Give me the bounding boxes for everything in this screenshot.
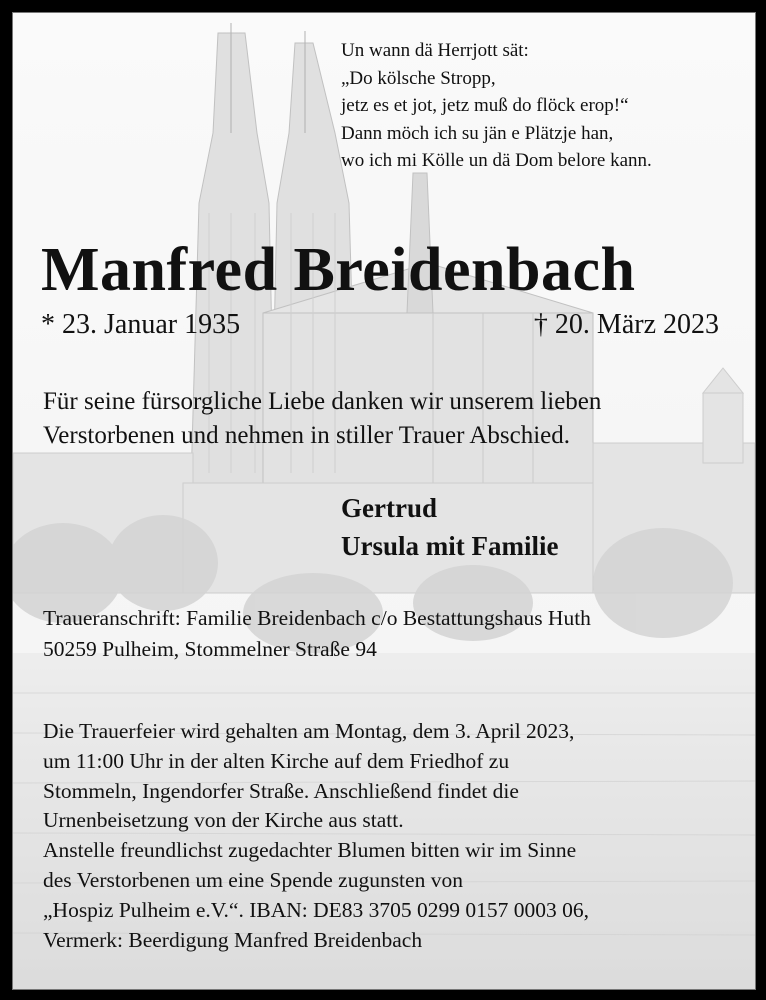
mourner-name: Ursula mit Familie: [341, 531, 559, 561]
address-line: Traueranschrift: Familie Breidenbach c/o Bestattungshaus Huth: [43, 606, 591, 630]
ceremony-line: Urnenbeisetzung von der Kirche aus statt.: [43, 808, 404, 833]
thanks-line: Für seine fürsorgliche Liebe danken wir unserem lieben: [43, 388, 602, 415]
poem-line: wo ich mi Kölle un dä Dom belore kann.: [341, 150, 652, 171]
ceremony-line: um 11:00 Uhr in der alten Kirche auf dem Friedhof zu: [43, 748, 510, 773]
poem-line: Dann möch ich su jän e Plätzje han,: [341, 122, 614, 144]
ceremony-line: Die Trauerfeier wird gehalten am Montag, dem 3. April 2023,: [43, 719, 575, 743]
poem: [341, 37, 741, 175]
obituary-frame: [12, 12, 756, 990]
mourner-name: Gertrud: [341, 493, 437, 523]
death-date: † 20. März 2023: [533, 309, 719, 340]
poem-line: jetz es et jot, jetz muß do flöck erop!“: [341, 95, 629, 116]
thanks-line: Verstorbenen und nehmen in stiller Trauer Abschied.: [43, 422, 570, 449]
poem-line: „Do kölsche Stropp,: [341, 67, 496, 89]
deceased-name: Manfred Breidenbach: [41, 236, 636, 304]
address-line: 50259 Pulheim, Stommelner Straße 94: [43, 637, 377, 661]
ceremony-line: Anstelle freundlichst zugedachter Blumen bitten wir im Sinne: [43, 838, 577, 863]
ceremony-line: des Verstorbenen um eine Spende zugunsten von: [43, 867, 463, 892]
ceremony-line: Vermerk: Beerdigung Manfred Breidenbach: [43, 927, 423, 952]
mourners: [341, 489, 558, 565]
mourning-address: [43, 603, 743, 665]
ceremony-line: Stommeln, Ingendorfer Straße. Anschließend findet die: [43, 778, 519, 803]
ceremony-details: [43, 717, 748, 955]
ceremony-line: „Hospiz Pulheim e.V.“. IBAN: DE83 3705 0299 0157 0003 06,: [43, 897, 590, 922]
thanks-message: [43, 385, 743, 453]
birth-date: * 23. Januar 1935: [41, 309, 241, 340]
poem-line: Un wann dä Herrjott sät:: [341, 40, 529, 61]
